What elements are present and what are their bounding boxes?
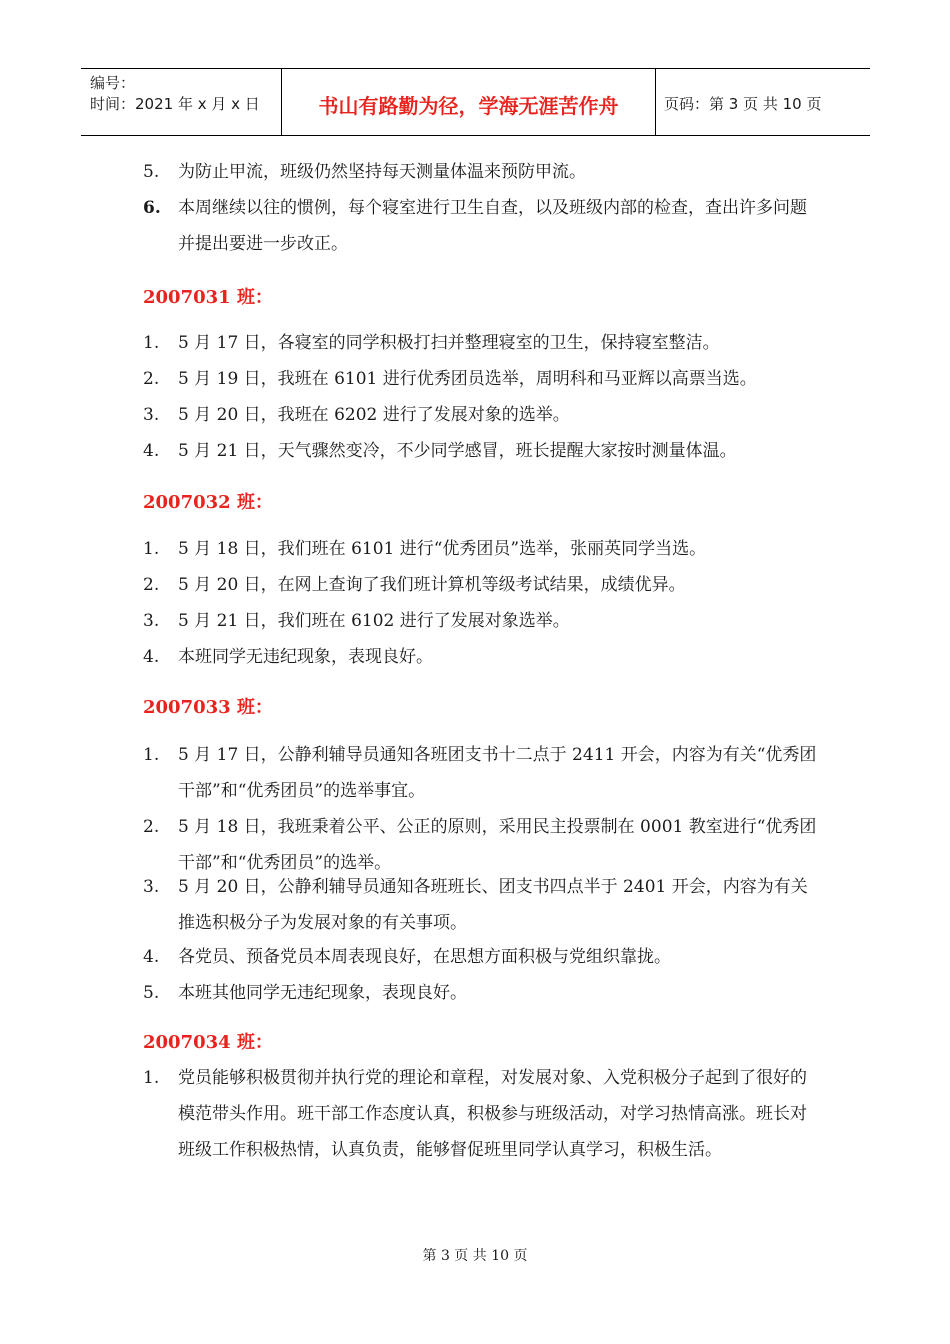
list-item-text: 各党员、预备党员本周表现良好，在思想方面积极与党组织靠拢。 — [178, 947, 671, 967]
list-item-number: 6. — [143, 198, 161, 218]
list-item-text: 党员能够积极贯彻并执行党的理论和章程，对发展对象、入党积极分子起到了很好的模范带头作用。班干部工作态度认真，积极参与班级活动，对学习热情高涨。班长对班级工作积极热情，认真负责，能够督促班里同学认真学习，积极生活。 — [178, 1068, 807, 1160]
list-item-text: 5 月 20 日，我班在 6202 进行了发展对象的选举。 — [178, 405, 570, 425]
list-item-text: 本班同学无违纪现象，表现良好。 — [178, 647, 433, 667]
list-item — [143, 737, 823, 809]
list-item-text: 5 月 18 日，我们班在 6101 进行“优秀团员”选举，张丽英同学当选。 — [178, 539, 707, 559]
list-item — [143, 975, 823, 1011]
list-item-text: 本周继续以往的惯例，每个寝室进行卫生自查，以及班级内部的检查，查出许多问题并提出要进一步改正。 — [178, 198, 807, 254]
list-item — [143, 531, 823, 567]
list-item — [143, 190, 823, 262]
list-item-number: 5. — [143, 983, 160, 1003]
list-item — [143, 154, 823, 190]
list-item — [143, 1060, 823, 1168]
page-header — [81, 68, 870, 136]
document-number-label: 编号： — [90, 74, 136, 92]
list-item-text: 5 月 19 日，我班在 6101 进行优秀团员选举，周明科和马亚辉以高票当选。 — [178, 369, 757, 389]
list-item-text: 为防止甲流，班级仍然坚持每天测量体温来预防甲流。 — [178, 162, 586, 182]
list-item-text: 5 月 21 日，天气骤然变冷，不少同学感冒，班长提醒大家按时测量体温。 — [178, 441, 737, 461]
list-item-text: 5 月 17 日，公静利辅导员通知各班团支书十二点于 2411 开会，内容为有关“优秀团干部”和“优秀团员”的选举事宜。 — [178, 745, 817, 801]
section-heading: 2007034 班： — [143, 1032, 273, 1053]
section-heading: 2007031 班： — [143, 287, 273, 308]
list-item-text: 5 月 18 日，我班秉着公平、公正的原则，采用民主投票制在 0001 教室进行“优秀团干部”和“优秀团员”的选举。 — [178, 817, 817, 873]
list-item-text: 5 月 21 日，我们班在 6102 进行了发展对象选举。 — [178, 611, 570, 631]
list-item — [143, 939, 823, 975]
list-item — [143, 397, 823, 433]
list-item-number: 3. — [143, 877, 160, 897]
list-item-number: 2. — [143, 817, 160, 837]
list-item-number: 4. — [143, 441, 160, 461]
list-item-number: 1. — [143, 333, 160, 353]
list-item-number: 3. — [143, 405, 160, 425]
list-item-number: 2. — [143, 575, 160, 595]
list-item-number: 4. — [143, 947, 160, 967]
list-item-text: 5 月 20 日，在网上查询了我们班计算机等级考试结果，成绩优异。 — [178, 575, 686, 595]
header-page-info: 页码：第 3 页 共 10 页 — [664, 94, 822, 113]
list-item — [143, 639, 823, 675]
list-item — [143, 567, 823, 603]
list-item-number: 3. — [143, 611, 160, 631]
list-item-number: 2. — [143, 369, 160, 389]
list-item — [143, 603, 823, 639]
header-motto: 书山有路勤为径，学海无涯苦作舟 — [282, 69, 656, 135]
document-time: 时间：2021 年 x 月 x 日 — [90, 95, 260, 113]
list-item — [143, 325, 823, 361]
list-item-number: 5. — [143, 162, 160, 182]
list-item — [143, 869, 823, 941]
list-item — [143, 361, 823, 397]
list-item-number: 1. — [143, 539, 160, 559]
list-item-number: 1. — [143, 745, 160, 765]
page-footer: 第 3 页 共 10 页 — [422, 1248, 528, 1264]
list-item — [143, 433, 823, 469]
header-meta — [81, 69, 282, 135]
list-item-text: 5 月 17 日，各寝室的同学积极打扫并整理寝室的卫生，保持寝室整洁。 — [178, 333, 720, 353]
section-heading: 2007033 班： — [143, 697, 273, 718]
list-item-number: 4. — [143, 647, 160, 667]
section-heading: 2007032 班： — [143, 492, 273, 513]
list-item-text: 本班其他同学无违纪现象，表现良好。 — [178, 983, 467, 1003]
list-item-number: 1. — [143, 1068, 160, 1088]
list-item-text: 5 月 20 日，公静利辅导员通知各班班长、团支书四点半于 2401 开会，内容为有关推选积极分子为发展对象的有关事项。 — [178, 877, 808, 933]
